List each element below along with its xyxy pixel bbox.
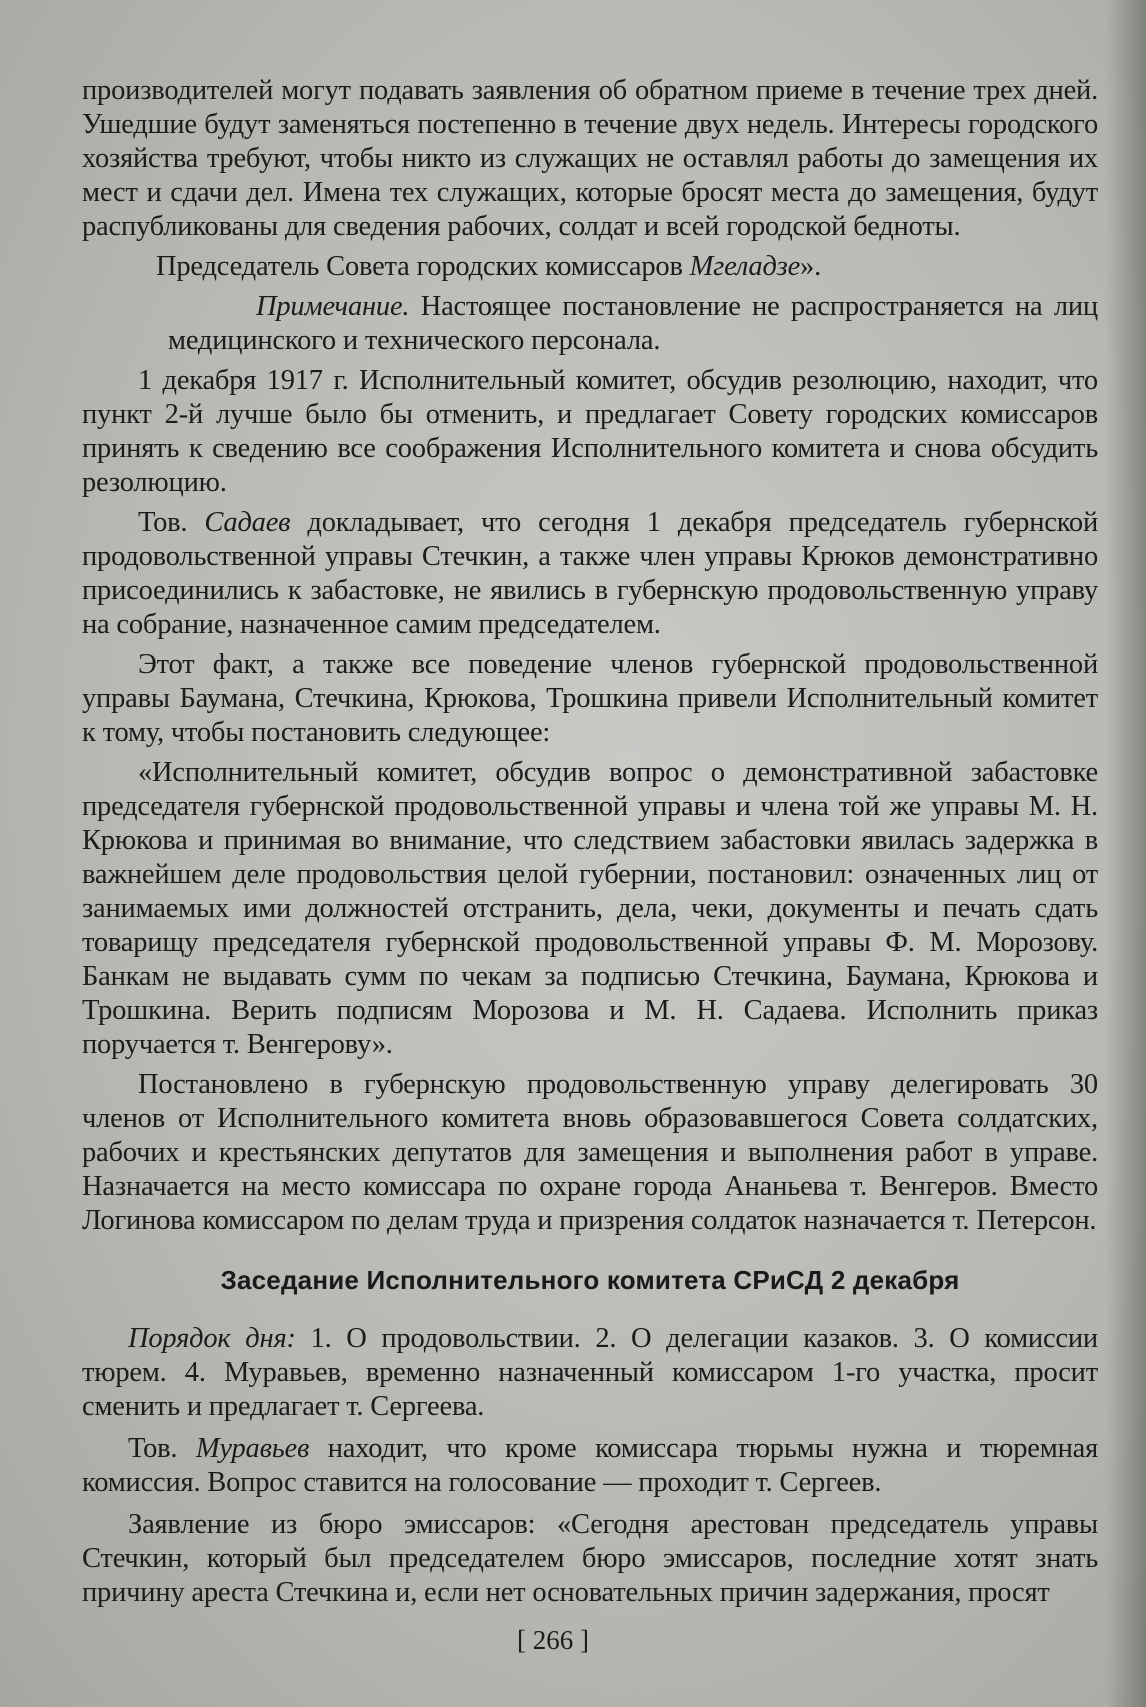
paragraph-emissary-statement: Заявление из бюро эмиссаров: «Сегодня арестован председатель управы Стечкин, который был председателем бюро эмиссаров, последние хотят знать причину ареста Стечкина и, если нет основательных причин задержания, просят	[82, 1509, 1098, 1608]
sadaev-prefix: Тов.	[138, 507, 205, 538]
paragraph-december-1: 1 декабря 1917 г. Исполнительный комитет, обсудив резолюцию, находит, что пункт 2-й лучше было бы отменить, и предлагает Совету городских комиссаров принять к сведению все соображения Исполнительного комитета и снова обсудить резолюцию.	[82, 365, 1098, 498]
page-number: [ 266 ]	[517, 1625, 589, 1655]
agenda-label: Порядок дня:	[128, 1323, 296, 1354]
sadaev-text: докладывает, что сегодня 1 декабря председатель губернской продовольственной управы Стечкин, а также член управы Крюков демонстративно присоединились к забастовке, не явились в губернскую продовольственную управу на собрание, назначенное самим председателем.	[82, 507, 1098, 640]
paragraph-fact: Этот факт, а также все поведение членов губернской продовольственной управы Баумана, Стечкина, Крюкова, Трошкина привели Исполнительный комитет к тому, чтобы постановить следующее:	[82, 649, 1098, 748]
section-text-block	[82, 1322, 1098, 1618]
signature-name: Мгеладзе	[689, 251, 801, 282]
section-heading: Заседание Исполнительного комитета СРиСД 2 декабря	[220, 1265, 960, 1295]
muravev-name: Муравьев	[195, 1433, 310, 1464]
paragraph-continuation: производителей могут подавать заявления об обратном приеме в течение трех дней. Ушедшие будут заменяться постепенно в течение двух недель. Интересы городского хозяйства требуют, чтобы никто из служащих не оставлял работы до замещения их мест и сдачи дел. Имена тех служащих, которые бросят места до замещения, будут распубликованы для сведения рабочих, солдат и всей городской бедноты.	[82, 75, 1098, 242]
main-text-block	[82, 74, 1098, 1244]
signature-suffix: ».	[800, 251, 822, 282]
signature-prefix: Председатель Совета городских комиссаров	[156, 251, 690, 282]
paragraph-delegation: Постановлено в губернскую продовольственную управу делегировать 30 членов от Исполнительного комитета вновь образовавшегося Совета солдатских, рабочих и крестьянских депутатов для замещения и выполнения работ в управе. Назначается на место комиссара по охране города Ананьева т. Венгеров. Вместо Логинова комиссаром по делам труда и призрения солдаток назначается т. Петерсон.	[82, 1069, 1098, 1236]
sadaev-name: Садаев	[204, 507, 291, 538]
muravev-text: находит, что кроме комиссара тюрьмы нужна и тюремная комиссия. Вопрос ставится на голосование — проходит т. Сергеев.	[82, 1433, 1098, 1498]
paragraph-muravev	[82, 1432, 1098, 1500]
note-text: Настоящее постановление не распространяется на лиц медицинского и технического персонала.	[168, 291, 1098, 356]
page-gutter-shadow	[1106, 0, 1146, 1707]
muravev-prefix: Тов.	[128, 1433, 196, 1464]
paragraph-note	[82, 290, 1098, 358]
paragraph-sadaev-report	[82, 506, 1098, 642]
paragraph-agenda	[82, 1322, 1098, 1424]
paragraph-signature	[82, 250, 1098, 284]
paragraph-resolution-quote: «Исполнительный комитет, обсудив вопрос о демонстративной забастовке председателя губернской продовольственной управы и члена той же управы М. Н. Крюкова и принимая во внимание, что следствием забастовки явилась задержка в важнейшем деле продовольствия целой губернии, постановил: означенных лиц от занимаемых ими должностей отстранить, дела, чеки, документы и печать сдать товарищу председателя губернской продовольственной управы Ф. М. Морозову. Банкам не выдавать сумм по чекам за подписью Стечкина, Баумана, Крюкова и Трошкина. Верить подписям Морозова и М. Н. Садаева. Исполнить приказ поручается т. Венгерову».	[82, 757, 1098, 1060]
agenda-text: 1. О продовольствии. 2. О делегации казаков. 3. О комиссии тюрем. 4. Муравьев, временно назначенный комиссаром 1-го участка, просит сменить и предлагает т. Сергеева.	[82, 1323, 1098, 1422]
note-label: Примечание.	[256, 291, 410, 322]
